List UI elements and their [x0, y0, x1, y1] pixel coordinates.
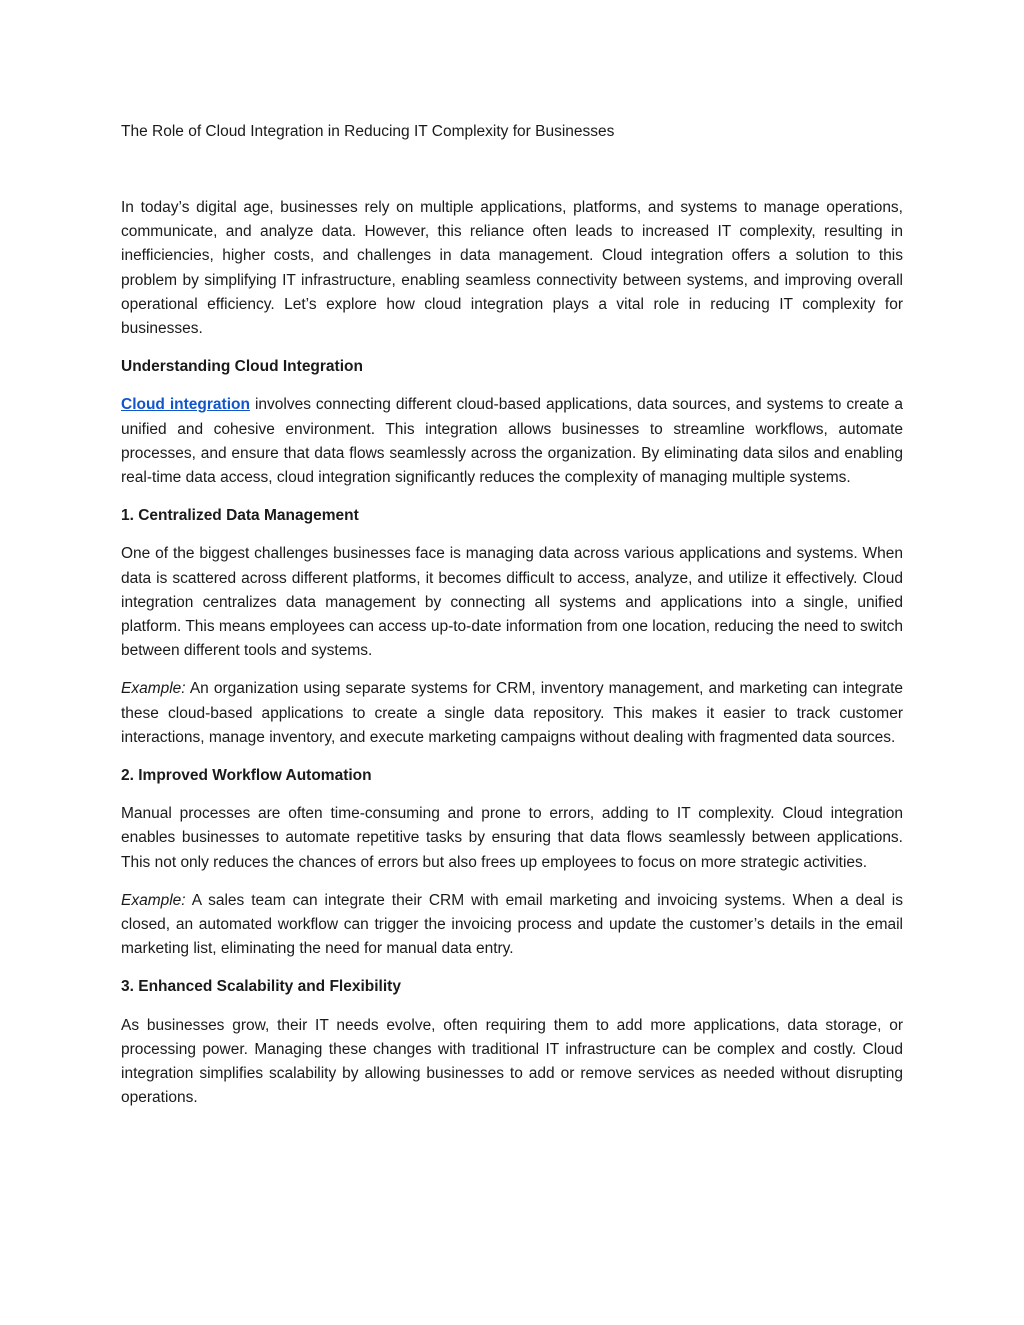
- document-body: [121, 196, 903, 1125]
- centralized-paragraph: One of the biggest challenges businesses face is managing data across various applications and systems. When data is scattered across different platforms, it becomes difficult to access, analyze, and utilize it effectively. Cloud integration centralizes data management by connecting all systems and applications into a single, unified platform. This means employees can access up-to-date information from one location, reducing the need to switch between different tools and systems.: [121, 545, 904, 660]
- workflow-paragraph: Manual processes are often time-consuming and prone to errors, adding to IT complexity. Cloud integration enables businesses to automate repetitive tasks by ensuring that data flows seamlessly between applications. This not only reduces the chances of errors but also frees up employees to focus on more strategic activities.: [121, 805, 903, 871]
- section-heading-workflow: 2. Improved Workflow Automation: [121, 767, 372, 785]
- workflow-example-text: A sales team can integrate their CRM with email marketing and invoicing systems. When a deal is closed, an automated workflow can trigger the invoicing process and update the customer’s details in the email marketing list, eliminating the need for manual data entry.: [121, 891, 903, 958]
- workflow-example-paragraph: [121, 889, 903, 962]
- section-heading-centralized: 1. Centralized Data Management: [121, 507, 359, 525]
- section-heading-understanding: Understanding Cloud Integration: [121, 358, 363, 376]
- understanding-paragraph: [121, 393, 903, 490]
- centralized-example-paragraph: [121, 677, 903, 750]
- intro-paragraph: In today’s digital age, businesses rely on multiple applications, platforms, and systems to manage operations, communicate, and analyze data. However, this reliance often leads to increased IT complexity, resulting in inefficiencies, higher costs, and challenges in data management. Cloud integration offers a solution to this problem by simplifying IT infrastructure, enabling seamless connectivity between systems, and improving overall operational efficiency. Let’s explore how cloud integration plays a vital role in reducing IT complexity for businesses.: [121, 199, 903, 338]
- cloud-integration-link[interactable]: Cloud integration: [121, 396, 250, 414]
- understanding-body-text: involves connecting different cloud-based applications, data sources, and systems to create a unified and cohesive environment. This integration allows businesses to streamline workflows, automate processes, and ensure that data flows seamlessly across the organization. By eliminating data silos and enabling real-time data access, cloud integration significantly reduces the complexity of managing multiple systems.: [121, 396, 904, 487]
- centralized-example-text: An organization using separate systems for CRM, inventory management, and marketing can integrate these cloud-based applications to create a single data repository. This makes it easier to track customer interactions, manage inventory, and execute marketing campaigns without dealing with fragmented data sources.: [121, 680, 903, 746]
- example-label: Example:: [121, 891, 186, 909]
- document-title: The Role of Cloud Integration in Reducing IT Complexity for Businesses: [121, 123, 615, 140]
- section-heading-scalability: 3. Enhanced Scalability and Flexibility: [121, 978, 401, 996]
- scalability-paragraph: As businesses grow, their IT needs evolve, often requiring them to add more applications, data storage, or processing power. Managing these changes with traditional IT infrastructure can be complex and costly. Cloud integration simplifies scalability by allowing businesses to add or remove services as needed without disrupting operations.: [121, 1016, 903, 1107]
- example-label: Example:: [121, 680, 186, 698]
